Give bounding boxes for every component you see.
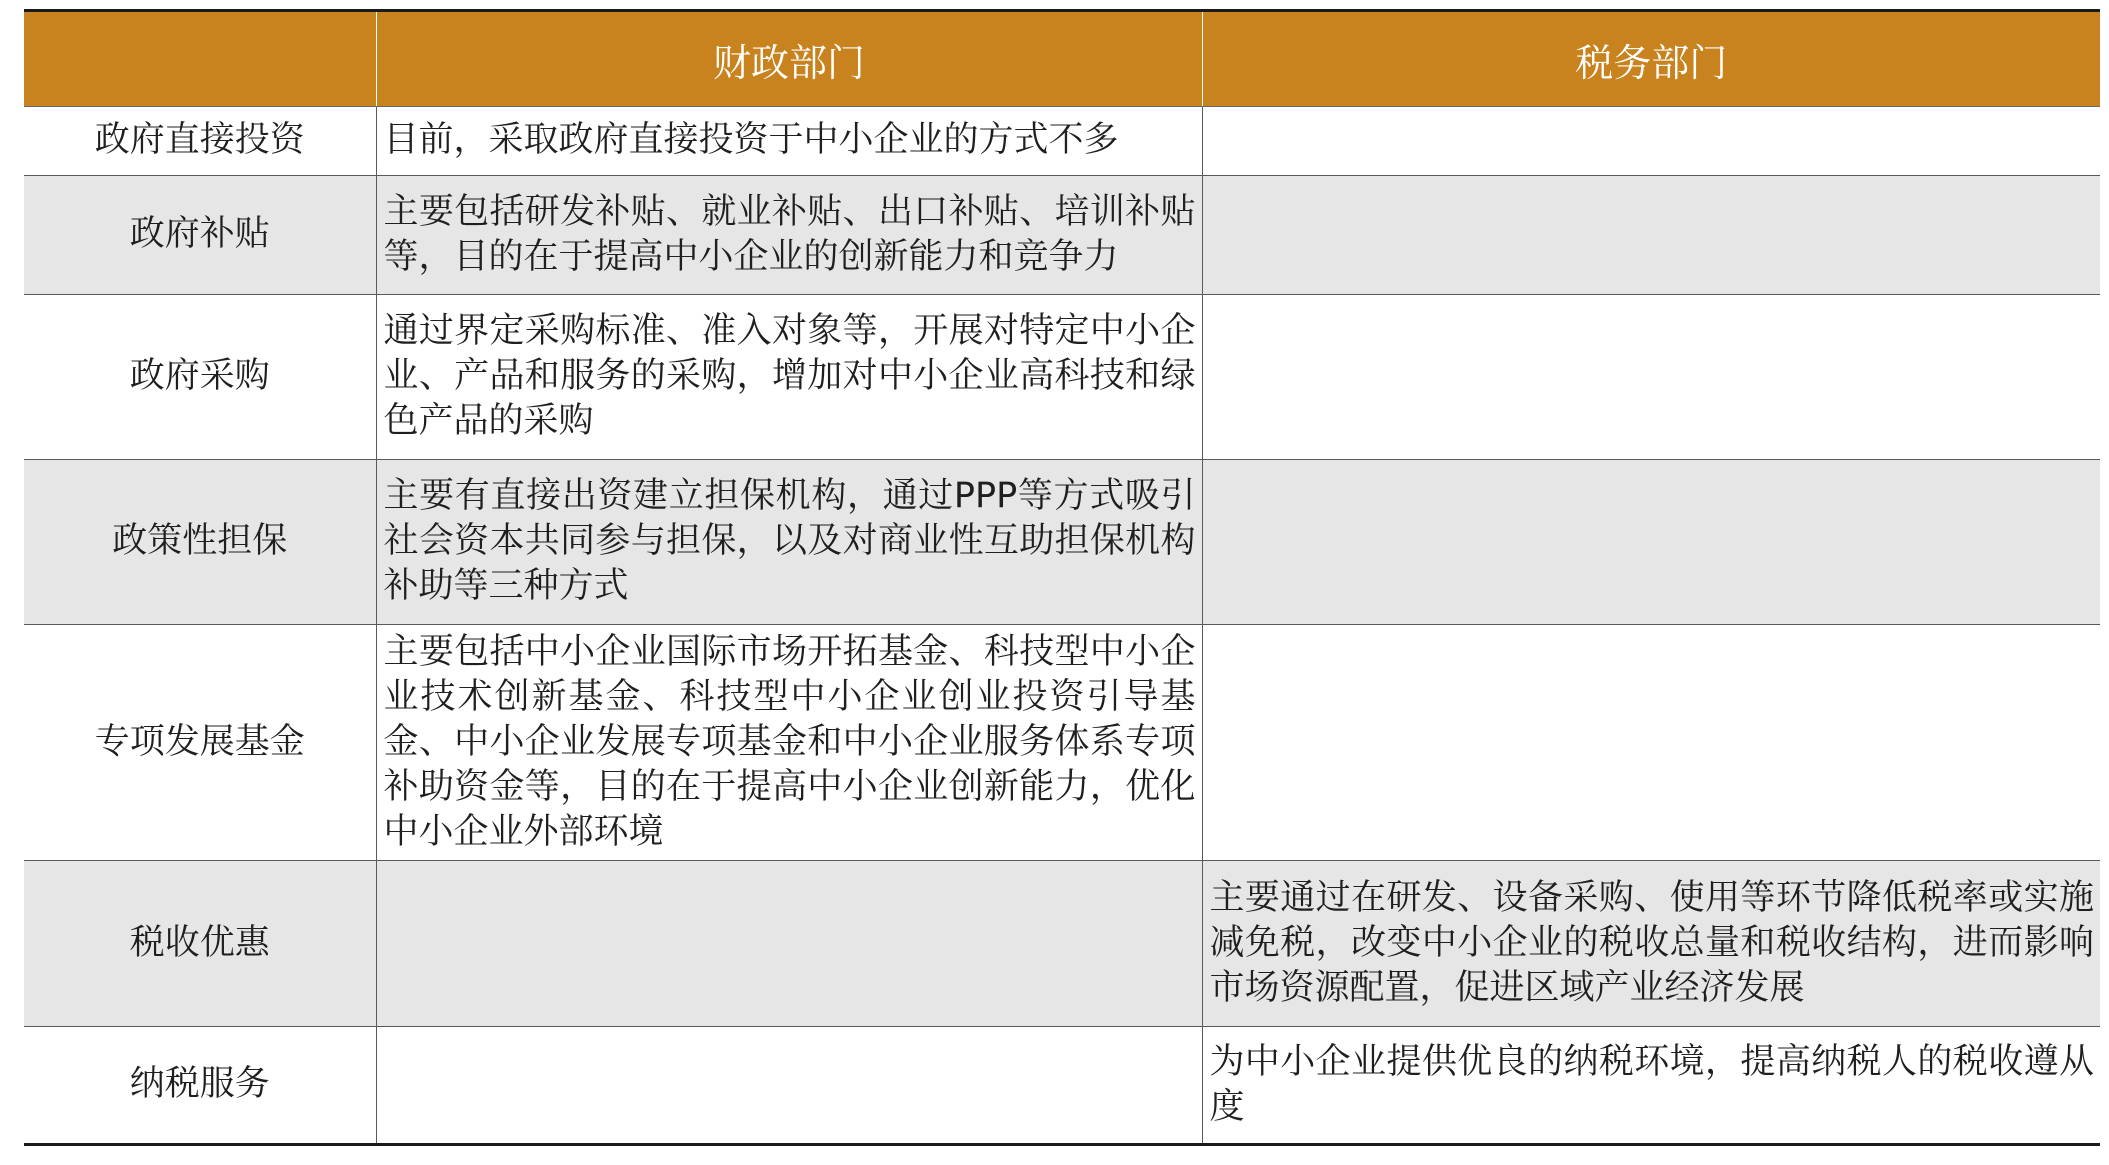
row-category: 税收优惠	[24, 861, 376, 1027]
finance-cell: 目前，采取政府直接投资于中小企业的方式不多	[376, 107, 1202, 176]
finance-cell: 主要包括中小企业国际市场开拓基金、科技型中小企业技术创新基金、科技型中小企业创业投资引导基金、中小企业发展专项基金和中小企业服务体系专项补助资金等，目的在于提高中小企业创新能力，优化中小企业外部环境	[376, 625, 1202, 861]
tax-cell: 为中小企业提供优良的纳税环境，提高纳税人的税收遵从度	[1202, 1027, 2100, 1145]
policy-comparison-table	[24, 9, 2100, 1146]
row-category: 政府补贴	[24, 176, 376, 295]
header-tax-department: 税务部门	[1202, 11, 2100, 107]
row-category: 政策性担保	[24, 460, 376, 625]
table-row	[24, 460, 2100, 625]
tax-cell: 主要通过在研发、设备采购、使用等环节降低税率或实施减免税，改变中小企业的税收总量和税收结构，进而影响市场资源配置，促进区域产业经济发展	[1202, 861, 2100, 1027]
finance-cell	[376, 1027, 1202, 1145]
row-category: 纳税服务	[24, 1027, 376, 1145]
finance-cell	[376, 861, 1202, 1027]
finance-cell: 主要包括研发补贴、就业补贴、出口补贴、培训补贴等，目的在于提高中小企业的创新能力和竞争力	[376, 176, 1202, 295]
table-row	[24, 176, 2100, 295]
header-corner	[24, 11, 376, 107]
table-row	[24, 1027, 2100, 1145]
row-category: 专项发展基金	[24, 625, 376, 861]
header-row	[24, 11, 2100, 107]
table-row	[24, 861, 2100, 1027]
header-finance-department: 财政部门	[376, 11, 1202, 107]
table-row	[24, 625, 2100, 861]
tax-cell	[1202, 295, 2100, 460]
tax-cell	[1202, 460, 2100, 625]
table-row	[24, 107, 2100, 176]
row-category: 政府采购	[24, 295, 376, 460]
tax-cell	[1202, 176, 2100, 295]
finance-cell: 主要有直接出资建立担保机构，通过PPP等方式吸引社会资本共同参与担保，以及对商业性互助担保机构补助等三种方式	[376, 460, 1202, 625]
row-category: 政府直接投资	[24, 107, 376, 176]
table-row	[24, 295, 2100, 460]
tax-cell	[1202, 625, 2100, 861]
finance-cell: 通过界定采购标准、准入对象等，开展对特定中小企业、产品和服务的采购，增加对中小企业高科技和绿色产品的采购	[376, 295, 1202, 460]
tax-cell	[1202, 107, 2100, 176]
